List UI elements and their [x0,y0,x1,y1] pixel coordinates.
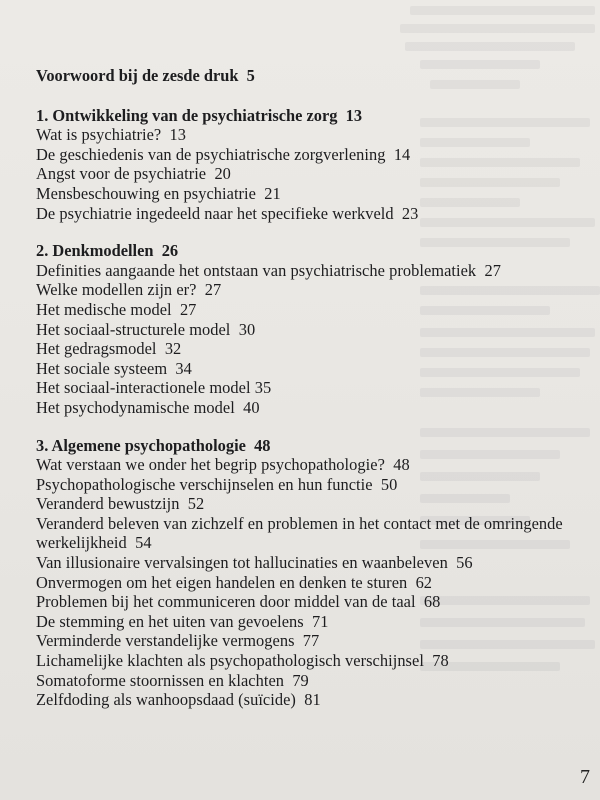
entry-title: De psychiatrie ingedeeld naar het specifieke werkveld [36,203,394,223]
entry-title: Van illusionaire vervalsingen tot hallucinaties en waanbeleven [36,553,448,573]
toc-entry [36,339,576,359]
entry-page: 23 [401,203,419,223]
entry-title: Definities aangaande het ontstaan van psychiatrische problematiek [36,260,477,280]
chapter-title: 2. Denkmodellen [36,241,154,261]
entry-page: 81 [304,690,321,710]
toc-entry [36,631,576,651]
entry-page: 20 [214,164,231,184]
page-number: 7 [580,766,590,788]
entry-title: Het sociale systeem [36,358,168,378]
entry-page: 32 [164,339,182,359]
toc-preface [36,66,576,86]
toc-chapter-3 [36,436,576,456]
entry-title: Problemen bij het communiceren door middel van de taal [36,592,416,612]
toc-entry [36,398,576,418]
entry-title: Veranderd beleven van zichzelf en problemen in het contact met de omringende [36,513,563,533]
toc-entry [36,514,576,534]
entry-title: Psychopathologische verschijnselen en hun functie [36,474,373,494]
preface-page: 5 [246,66,255,85]
entry-title: Mensbeschouwing en psychiatrie [36,183,256,203]
toc-entry [36,300,576,320]
entry-title: Het gedragsmodel [36,339,157,359]
entry-title: Wat verstaan we onder het begrip psychopathologie? [36,455,385,475]
toc-entry [36,145,576,165]
entry-page: 48 [393,455,410,475]
toc-entry [36,690,576,710]
entry-page: 77 [302,631,320,651]
toc-entry [36,184,576,204]
entry-page: 78 [432,651,449,671]
entry-title: Wat is psychiatrie? [36,125,162,145]
entry-title: Welke modellen zijn er? [36,280,197,300]
toc-entry [36,671,576,691]
entry-page: 79 [292,670,309,690]
entry-page: 40 [243,397,260,417]
entry-page: 52 [187,494,205,514]
toc-entry [36,494,576,514]
entry-title: Het sociaal-interactionele model [36,378,251,398]
entry-title: Angst voor de psychiatrie [36,164,207,184]
toc-chapter-2 [36,241,576,261]
toc-entry [36,261,576,281]
table-of-contents [36,63,576,710]
toc-entry [36,204,576,224]
entry-page: 62 [415,572,433,592]
entry-page: 34 [175,358,192,378]
toc-entry [36,612,576,632]
chapter-page: 13 [345,105,363,125]
entry-title: De stemming en het uiten van gevoelens [36,611,304,631]
chapter-title: 3. Algemene psychopathologie [36,435,246,455]
toc-entry [36,359,576,379]
entry-page: 27 [179,299,197,319]
entry-page: 56 [456,553,473,573]
toc-entry [36,280,576,300]
entry-page: 50 [380,474,398,494]
entry-page: 27 [484,260,501,280]
entry-title: Veranderd bewustzijn [36,494,180,514]
entry-title: Het medische model [36,299,172,319]
entry-page: 21 [264,183,281,203]
entry-title-continuation: werkelijkheid [36,533,127,553]
entry-page: 30 [238,319,256,339]
entry-title: Zelfdoding als wanhoopsdaad (suïcide) [36,690,296,710]
entry-page: 35 [254,378,272,398]
entry-title: Verminderde verstandelijke vermogens [36,631,295,651]
toc-entry [36,475,576,495]
toc-entry [36,592,576,612]
entry-page: 71 [312,611,329,631]
entry-title: Onvermogen om het eigen handelen en denken te sturen [36,572,408,592]
toc-entry [36,553,576,573]
preface-title: Voorwoord bij de zesde druk [36,66,239,85]
toc-entry [36,125,576,145]
toc-entry [36,573,576,593]
entry-title: Het sociaal-structurele model [36,319,231,339]
entry-title: Het psychodynamische model [36,397,235,417]
toc-entry [36,651,576,671]
toc-entry-continuation [36,533,576,553]
entry-page: 27 [204,280,222,300]
toc-entry [36,164,576,184]
entry-page: 68 [423,592,441,612]
entry-title: Lichamelijke klachten als psychopathologisch verschijnsel [36,651,424,671]
toc-entry [36,378,576,398]
toc-chapter-1 [36,106,576,126]
chapter-page: 26 [161,241,179,261]
chapter-title: 1. Ontwikkeling van de psychiatrische zorg [36,105,338,125]
entry-page: 13 [169,125,187,145]
entry-title: De geschiedenis van de psychiatrische zorgverlening [36,144,386,164]
entry-page: 54 [135,533,152,553]
chapter-page: 48 [254,435,271,455]
entry-title: Somatoforme stoornissen en klachten [36,670,285,690]
toc-entry [36,455,576,475]
entry-page: 14 [393,144,411,164]
toc-entry [36,320,576,340]
